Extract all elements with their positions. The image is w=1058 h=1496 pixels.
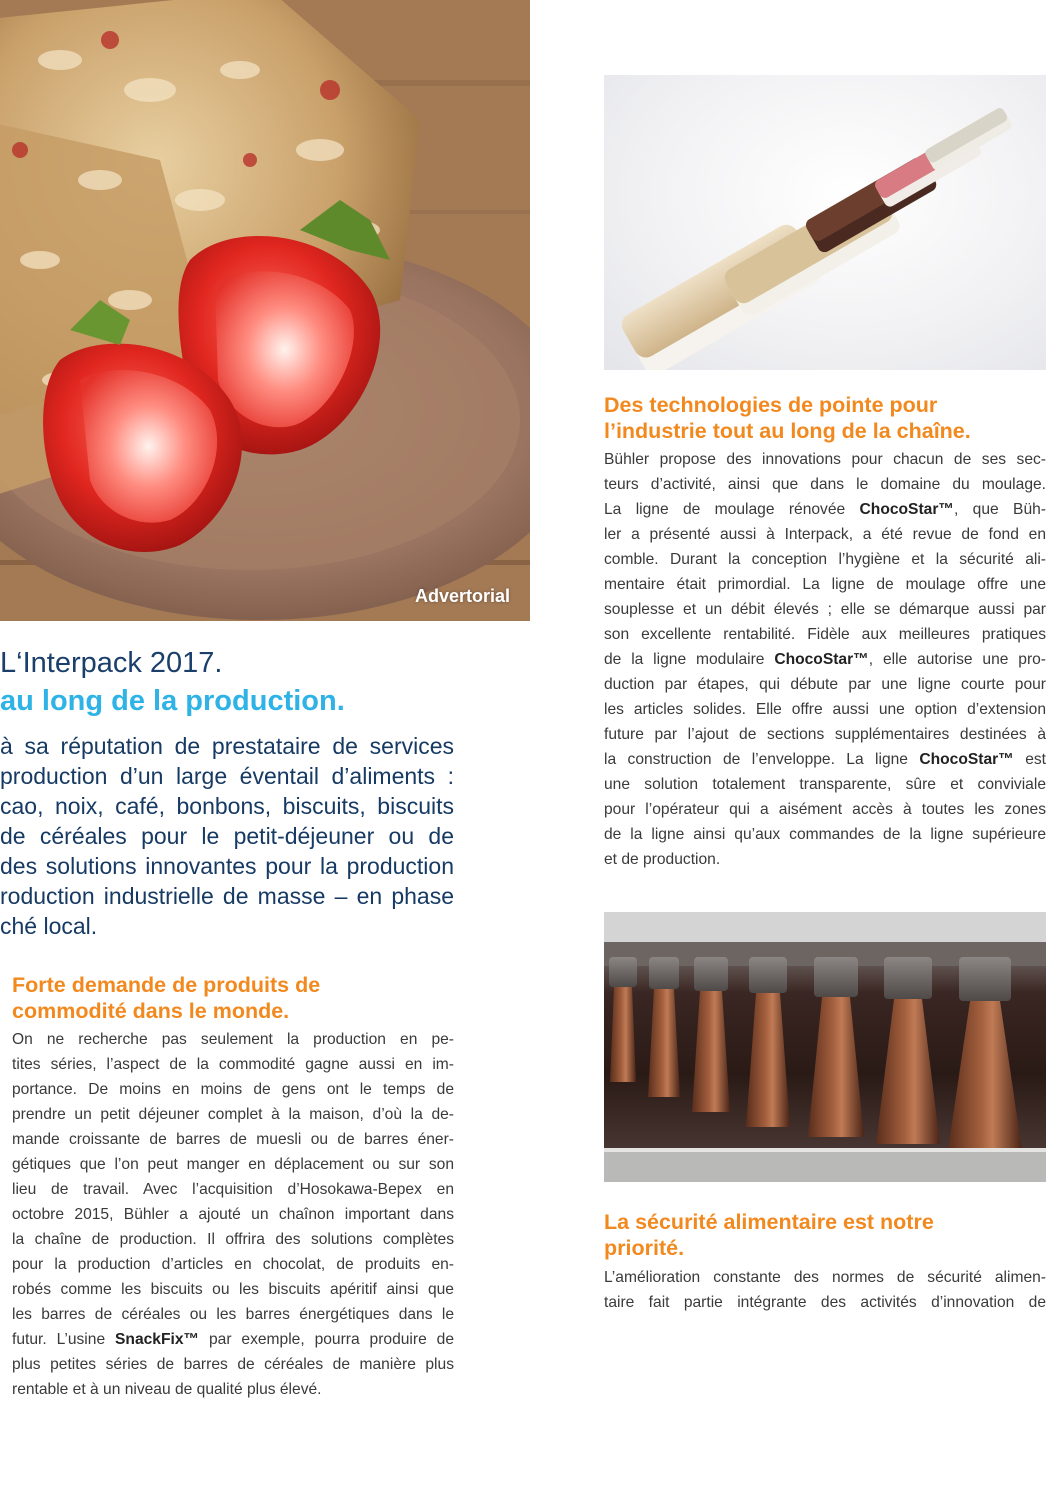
- cereal-bars-icon: [604, 75, 1046, 370]
- section-title-line: Des technologies de pointe pour: [604, 393, 938, 417]
- body-text-line: robés comme les biscuits ou les biscuits apéritif ainsi que: [12, 1281, 454, 1298]
- body-text-line: plus petites séries de barres de céréales de manière plus: [12, 1356, 454, 1373]
- right-section-2-body: [604, 1265, 1046, 1315]
- body-text-line: de la ligne ainsi qu’aux commandes de la ligne supérieure: [604, 826, 1046, 843]
- body-text-line: tites séries, l’aspect de la commodité gagne aussi en im-: [12, 1056, 454, 1073]
- body-text-line: mentaire était primordial. La ligne de moulage offre une: [604, 576, 1046, 593]
- body-text-line: lieu de travail. Avec l’acquisition d’Hosokawa-Bepex en: [12, 1181, 454, 1198]
- intro-line: à sa réputation de prestataire de services: [0, 733, 454, 759]
- headline-line-1: L‘Interpack 2017.: [0, 647, 223, 679]
- granola-strawberry-icon: [0, 0, 530, 621]
- product-name: ChocoStar™: [919, 751, 1014, 768]
- product-name: SnackFix™: [115, 1331, 200, 1348]
- body-text-line: On ne recherche pas seulement la production en pe-: [12, 1031, 454, 1048]
- section-title-line: La sécurité alimentaire est notre: [604, 1210, 934, 1234]
- left-section-body: [12, 1027, 454, 1402]
- body-text-line: teurs d’activité, ainsi que dans le domaine du moulage.: [604, 476, 1046, 493]
- headline-line-2: au long de la production.: [0, 685, 345, 717]
- body-text-line: mande croissante de barres de muesli ou de barres éner-: [12, 1131, 454, 1148]
- body-text-line: ler a présenté aussi à Interpack, a été revue de fond en: [604, 526, 1046, 543]
- intro-paragraph: [0, 731, 454, 941]
- body-text-line: une solution totalement transparente, sûre et conviviale: [604, 776, 1046, 793]
- body-text-line: future par l’ajout de sections supplémentaires destinées à: [604, 726, 1046, 743]
- intro-line: des solutions innovantes pour la production: [0, 853, 454, 879]
- right-section-1-title: [604, 392, 1046, 444]
- section-title-line: Forte demande de produits de: [12, 973, 321, 997]
- intro-line: de céréales pour le petit-déjeuner ou de: [0, 823, 454, 849]
- body-text-line: les barres de céréales ou les barres énergétiques dans le: [12, 1306, 454, 1323]
- body-text-line: son excellente rentabilité. Fidèle aux meilleures pratiques: [604, 626, 1046, 643]
- body-text-line: L’amélioration constante des normes de sécurité alimen-: [604, 1269, 1046, 1286]
- intro-line: production d’un large éventail d’aliments :: [0, 763, 454, 789]
- left-section-title: [12, 972, 454, 1024]
- right-section-1-body: [604, 447, 1046, 872]
- body-text-line: pour la production d’articles en chocolat, de produits en-: [12, 1256, 454, 1273]
- section-title-line: priorité.: [604, 1236, 685, 1260]
- intro-line: cao, noix, café, bonbons, biscuits, biscuits: [0, 793, 454, 819]
- body-text-line: futur. L’usine SnackFix™ par exemple, pourra produire de: [12, 1331, 454, 1348]
- body-text-line: pour l’opérateur qui a aisément accès à toutes les zones: [604, 801, 1046, 818]
- body-text-line: comble. Durant la conception l’hygiène et la sécurité ali-: [604, 551, 1046, 568]
- body-text-line: de la ligne modulaire ChocoStar™, elle autorise une pro-: [604, 651, 1046, 668]
- chocolate-nozzles-icon: [604, 912, 1046, 1182]
- body-text-line: la construction de l’enveloppe. La ligne ChocoStar™ est: [604, 751, 1046, 768]
- body-text-line: portance. De moins en moins de gens ont le temps de: [12, 1081, 454, 1098]
- body-text-line: taire fait partie intégrante des activités d’innovation de: [604, 1294, 1046, 1311]
- section-title-line: l’industrie tout au long de la chaîne.: [604, 419, 971, 443]
- chocolate-depositor-photo: [604, 912, 1046, 1182]
- body-text-line: et de production.: [604, 851, 721, 868]
- body-text-line: souplesse et un débit élevés ; elle se démarque aussi par: [604, 601, 1046, 618]
- product-name: ChocoStar™: [774, 651, 869, 668]
- product-name: ChocoStar™: [859, 501, 954, 518]
- cereal-bars-photo: [604, 75, 1046, 370]
- body-text-line: octobre 2015, Bühler a ajouté un chaînon important dans: [12, 1206, 454, 1223]
- body-text-line: gétiques que l’on peut manger en déplacement ou sur son: [12, 1156, 454, 1173]
- right-section-2-title: [604, 1209, 1046, 1261]
- body-text-line: Bühler propose des innovations pour chacun de ses sec-: [604, 451, 1046, 468]
- body-text-line: les articles solides. Elle offre aussi une option d’extension: [604, 701, 1046, 718]
- intro-line: ché local.: [0, 913, 98, 939]
- body-text-line: duction par étapes, qui débute par une ligne courte pour: [604, 676, 1046, 693]
- body-text-line: rentable et à un niveau de qualité plus élevé.: [12, 1381, 322, 1398]
- advertorial-badge: Advertorial: [414, 586, 510, 606]
- hero-photo: [0, 0, 530, 621]
- intro-line: roduction industrielle de masse – en phase: [0, 883, 454, 909]
- body-text-line: La ligne de moulage rénovée ChocoStar™, que Büh-: [604, 501, 1046, 518]
- section-title-line: commodité dans le monde.: [12, 999, 290, 1023]
- body-text-line: la chaîne de production. Il offrira des solutions complètes: [12, 1231, 454, 1248]
- body-text-line: prendre un petit déjeuner complet à la maison, d’où la de-: [12, 1106, 454, 1123]
